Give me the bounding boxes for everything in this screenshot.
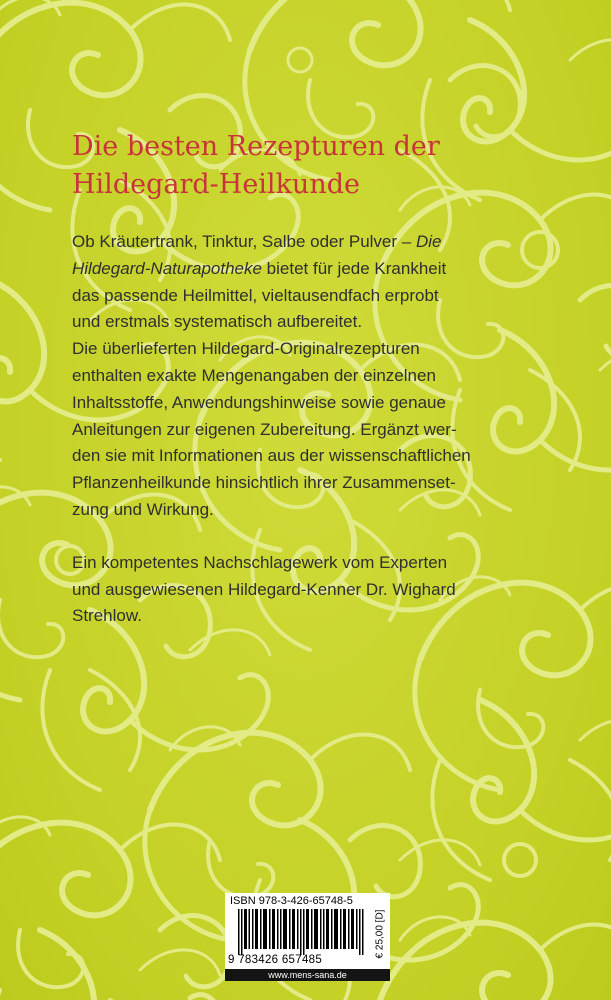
ean-number: 9 783426 657485 xyxy=(228,954,323,966)
description-line: den sie mit Informationen aus der wissenschaftlichen xyxy=(72,446,471,466)
description-line: zung und Wirkung. xyxy=(72,499,214,519)
headline-line-2: Hildegard-Heilkunde xyxy=(72,169,360,200)
text-content xyxy=(72,128,542,630)
description-line: Anleitungen zur eigenen Zubereitung. Ergänzt wer- xyxy=(72,419,457,439)
barcode-bars xyxy=(238,909,366,955)
description-line: das passende Heilmittel, vieltausendfach erprobt xyxy=(72,285,439,305)
book-title-part-1: Die xyxy=(415,232,442,251)
price-label xyxy=(373,901,387,967)
price-text: € 25,00 [D] xyxy=(374,909,386,959)
description-line: Ein kompetentes Nachschlagewerk vom Experten xyxy=(72,552,448,572)
book-title-part-2: Hildegard-Naturapotheke xyxy=(72,258,262,278)
description-line: Strehlow. xyxy=(72,606,142,626)
description-line: und ausgewiesenen Hildegard-Kenner Dr. Wighard xyxy=(72,579,456,599)
barcode-label xyxy=(225,893,390,981)
description-line xyxy=(72,229,542,256)
description xyxy=(72,229,542,630)
paragraph-gap xyxy=(72,524,542,550)
description-line: Die überlieferten Hildegard-Originalrezepturen xyxy=(72,339,420,359)
description-line: und erstmals systematisch aufbereitet. xyxy=(72,312,363,332)
publisher-url: www.mens-sana.de xyxy=(225,969,390,981)
description-line xyxy=(72,256,542,283)
description-line: enthalten exakte Mengenangaben der einzelnen xyxy=(72,365,436,385)
headline-line-1: Die besten Rezepturen der xyxy=(72,131,440,162)
description-line: Inhaltsstoffe, Anwendungshinweise sowie genaue xyxy=(72,392,446,412)
description-text: Ob Kräutertrank, Tinktur, Salbe oder Pulver – xyxy=(72,232,416,251)
isbn-number: ISBN 978-3-426-65748-5 xyxy=(230,895,353,907)
headline xyxy=(72,128,542,204)
description-text: bietet für jede Krankheit xyxy=(261,258,447,278)
description-line: Pflanzenheilkunde hinsichtlich ihrer Zusammenset- xyxy=(72,473,456,493)
